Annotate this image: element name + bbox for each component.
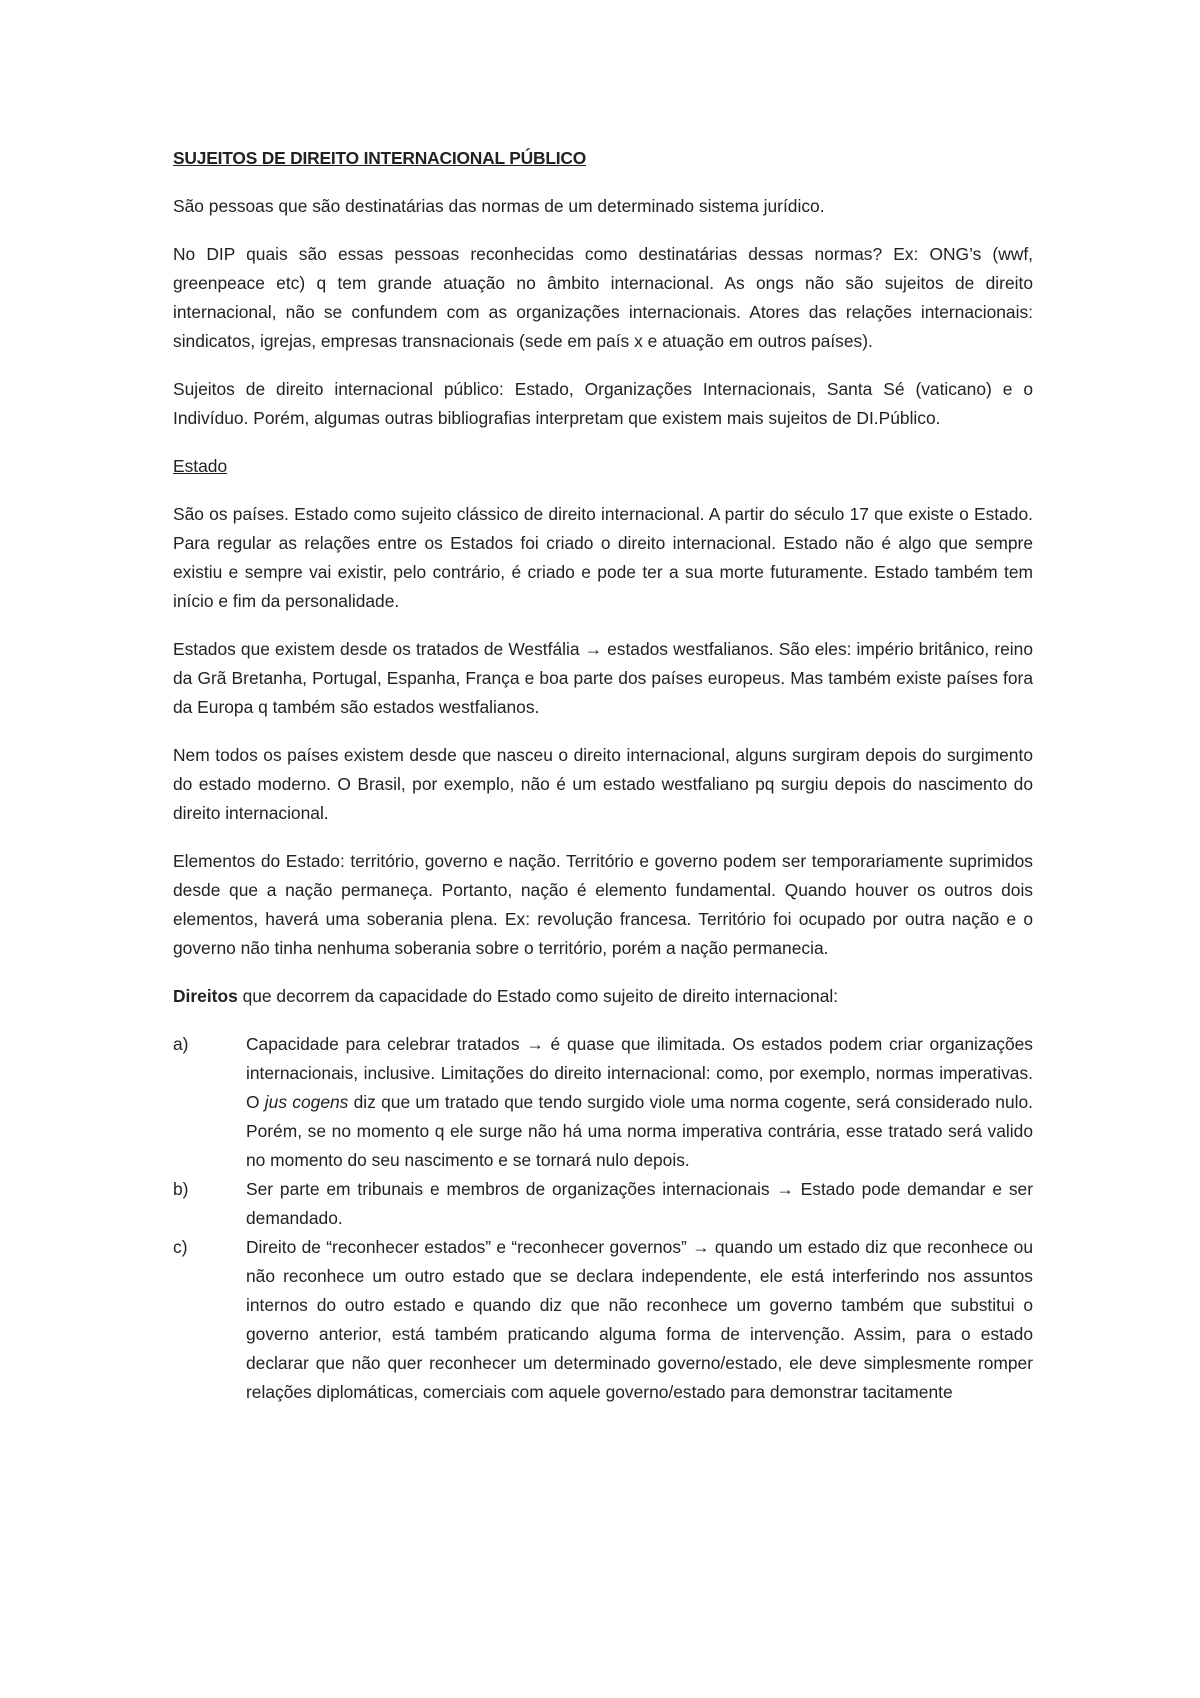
list-item-text: Direito de “reconhecer estados” e “reconhecer governos” bbox=[246, 1237, 693, 1257]
list-marker: b) bbox=[173, 1179, 189, 1199]
direitos-list bbox=[173, 1030, 1033, 1407]
jus-cogens-italic: jus cogens bbox=[264, 1092, 349, 1112]
arrow-right-icon: → bbox=[692, 1237, 710, 1257]
list-item-text: Capacidade para celebrar tratados bbox=[246, 1034, 527, 1054]
list-item-text: é quase que ilimitada. Os estados podem criar organizações internacionais, inclusive. Limitações do direito internacional: como, por exemplo, normas imperativas. O bbox=[246, 1034, 1033, 1112]
document-title: SUJEITOS DE DIREITO INTERNACIONAL PÚBLICO bbox=[173, 148, 587, 168]
list-item-text: Ser parte em tribunais e membros de organizações internacionais bbox=[246, 1179, 777, 1199]
paragraph-dip-ongs: No DIP quais são essas pessoas reconhecidas como destinatárias dessas normas? Ex: ONG’s (wwf, greenpeace etc) q tem grande atuação no âmbito internacional. As ongs não são sujeitos de direito internacional, não se confundem com as organizações internacionais. Atores das relações internacionais: sindicatos, igrejas, empresas transnacionais (sede em país x e atuação em outros países). bbox=[173, 244, 1033, 351]
arrow-right-icon: → bbox=[776, 1179, 794, 1199]
paragraph-westfalia bbox=[173, 635, 1033, 722]
paragraph-westfalia-text-after: estados westfalianos. São eles: império britânico, reino da Grã Bretanha, Portugal, Espanha, França e boa parte dos países europeus. Mas também existe países fora da Europa q também são estados westfalianos. bbox=[173, 639, 1033, 717]
list-item-c bbox=[173, 1233, 1033, 1407]
arrow-right-icon: → bbox=[584, 639, 602, 659]
section-heading-estado: Estado bbox=[173, 456, 228, 476]
paragraph-estado-paises: São os países. Estado como sujeito clássico de direito internacional. A partir do século 17 que existe o Estado. Para regular as relações entre os Estados foi criado o direito internacional. Estado não é algo que sempre existiu e sempre vai existir, pelo contrário, é criado e pode ter a sua morte futuramente. Estado também tem início e fim da personalidade. bbox=[173, 504, 1033, 611]
list-item-text: diz que um tratado que tendo surgido viole uma norma cogente, será considerado nulo. Porém, se no momento q ele surge não há uma norma imperativa contrária, esse tratado será valido no momento do seu nascimento e se tornará nulo depois. bbox=[246, 1092, 1034, 1170]
list-item-text: Estado pode demandar e ser demandado. bbox=[246, 1179, 1033, 1228]
paragraph-elementos: Elementos do Estado: território, governo e nação. Território e governo podem ser temporariamente suprimidos desde que a nação permaneça. Portanto, nação é elemento fundamental. Quando houver os outros dois elementos, haverá uma soberania plena. Ex: revolução francesa. Território foi ocupado por outra nação e o governo não tinha nenhuma soberania sobre o território, porém a nação permanecia. bbox=[173, 851, 1033, 958]
list-marker: c) bbox=[173, 1237, 188, 1257]
list-item-b bbox=[173, 1175, 1033, 1233]
direitos-intro-text: que decorrem da capacidade do Estado como sujeito de direito internacional: bbox=[237, 986, 839, 1006]
paragraph-direitos-intro bbox=[173, 982, 1033, 1011]
paragraph-definition: São pessoas que são destinatárias das normas de um determinado sistema jurídico. bbox=[173, 196, 825, 216]
arrow-right-icon: → bbox=[526, 1034, 544, 1054]
paragraph-brasil: Nem todos os países existem desde que nasceu o direito internacional, alguns surgiram depois do surgimento do estado moderno. O Brasil, por exemplo, não é um estado westfaliano pq surgiu depois do nascimento do direito internacional. bbox=[173, 745, 1033, 823]
paragraph-westfalia-text-before: Estados que existem desde os tratados de Westfália bbox=[173, 639, 585, 659]
document-content bbox=[173, 144, 1033, 1407]
list-marker: a) bbox=[173, 1034, 189, 1054]
list-item-a bbox=[173, 1030, 1033, 1175]
paragraph-sujeitos: Sujeitos de direito internacional público: Estado, Organizações Internacionais, Santa Sé (vaticano) e o Indivíduo. Porém, algumas outras bibliografias interpretam que existem mais sujeitos de DI.Público. bbox=[173, 379, 1033, 428]
list-item-text: quando um estado diz que reconhece ou não reconhece um outro estado que se declara independente, ele está interferindo nos assuntos internos do outro estado e quando diz que não reconhece um governo também que substitui o governo anterior, está também praticando alguma forma de intervenção. Assim, para o estado declarar que não quer reconhecer um determinado governo/estado, ele deve simplesmente romper relações diplomáticas, comerciais com aquele governo/estado para demonstrar tacitamente bbox=[246, 1237, 1034, 1402]
direitos-bold-label: Direitos bbox=[173, 986, 238, 1006]
